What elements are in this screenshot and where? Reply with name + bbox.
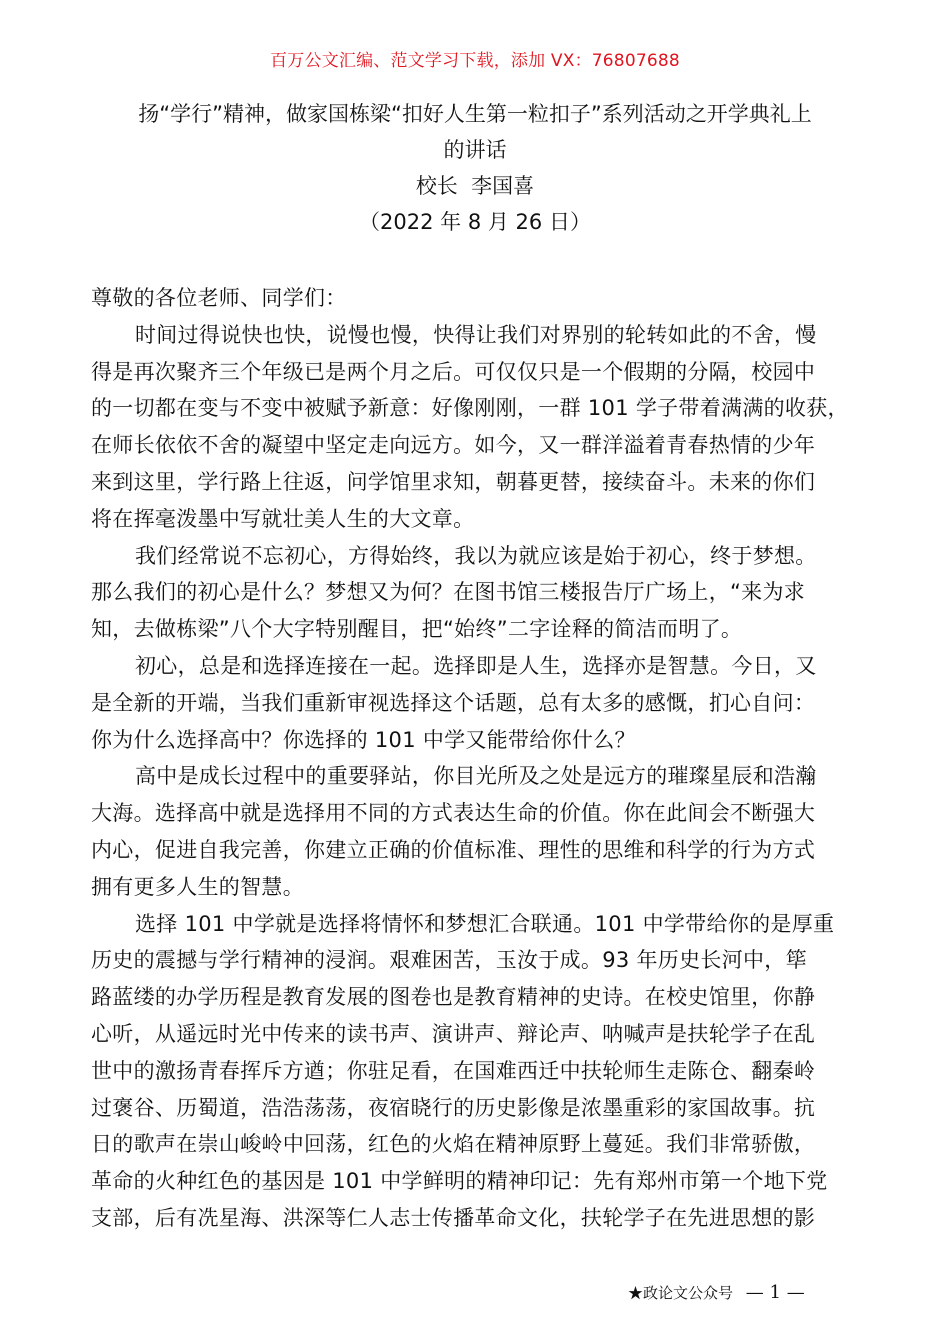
- document-body: [91, 280, 871, 1237]
- body-text-line: 世中的激扬青春挥斥方遒；你驻足看，在国难西迁中扶轮师生走陈仓、翻秦岭: [91, 1058, 816, 1083]
- document-title-line-2: 的讲话: [443, 138, 507, 162]
- body-text-line: 你为什么选择高中？你选择的 101 中学又能带给你什么？: [91, 727, 636, 752]
- body-lines: [91, 317, 871, 1237]
- body-text-line: 选择 101 中学就是选择将情怀和梦想汇合联通。101 中学带给你的是厚重: [135, 911, 835, 936]
- body-text-line: 的一切都在变与不变中被赋予新意：好像刚刚，一群 101 学子带着满满的收获，: [91, 396, 849, 421]
- promo-header-note: 百万公文汇编、范文学习下载，添加 VX：76807688: [270, 51, 680, 71]
- document-title-line-1: 扬“学行”精神，做家国栋梁“扣好人生第一粒扣子”系列活动之开学典礼上: [138, 102, 812, 126]
- body-text-line: 那么我们的初心是什么？梦想又为何？在图书馆三楼报告厅广场上，“来为求: [91, 580, 806, 605]
- body-text-line: 来到这里，学行路上往返，问学馆里求知，朝暮更替，接续奋斗。未来的你们: [91, 469, 816, 494]
- body-text-line: 过褒谷、历蜀道，浩浩荡荡，夜宿晓行的历史影像是浓墨重彩的家国故事。抗: [91, 1095, 816, 1120]
- title-block: [0, 96, 950, 240]
- body-text-line: 革命的火种红色的基因是 101 中学鲜明的精神印记：先有郑州市第一个地下党: [91, 1169, 828, 1194]
- body-text-line: 在师长依依不舍的凝望中坚定走向远方。如今，又一群洋溢着青春热情的少年: [91, 433, 816, 458]
- author-line: 校长 李国喜: [415, 174, 535, 198]
- body-text-line: 支部，后有冼星海、洪深等仁人志士传播革命文化，扶轮学子在先进思想的影: [91, 1205, 816, 1230]
- body-text-line: 得是再次聚齐三个年级已是两个月之后。可仅仅只是一个假期的分隔，校园中: [91, 359, 816, 384]
- body-text-line: 我们经常说不忘初心，方得始终，我以为就应该是始于初心，终于梦想。: [135, 543, 817, 568]
- date-line: （2022 年 8 月 26 日）: [359, 210, 591, 234]
- body-text-line: 内心，促进自我完善，你建立正确的价值标准、理性的思维和科学的行为方式: [91, 837, 816, 862]
- body-text-line: 初心，总是和选择连接在一起。选择即是人生，选择亦是智慧。今日，又: [135, 653, 817, 678]
- footer-source: ★政论文公众号: [628, 1284, 734, 1302]
- body-text-line: 将在挥毫泼墨中写就壮美人生的大文章。: [91, 506, 475, 531]
- body-text-line: 日的歌声在崇山峻岭中回荡，红色的火焰在精神原野上蔓延。我们非常骄傲，: [91, 1132, 816, 1157]
- body-text-line: 知，去做栋梁”八个大字特别醒目，把“始终”二字诠释的简洁而明了。: [91, 617, 743, 642]
- body-text-line: 拥有更多人生的智慧。: [91, 874, 304, 899]
- body-text-line: 路蓝缕的办学历程是教育发展的图卷也是教育精神的史诗。在校史馆里，你静: [91, 985, 816, 1010]
- body-text-line: 高中是成长过程中的重要驿站，你目光所及之处是远方的璀璨星辰和浩瀚: [135, 764, 817, 789]
- page-number: — 1 —: [745, 1282, 805, 1303]
- body-text-line: 心听，从遥远时光中传来的读书声、演讲声、辩论声、呐喊声是扶轮学子在乱: [91, 1021, 816, 1046]
- body-text-line: 是全新的开端，当我们重新审视选择这个话题，总有太多的感慨，扪心自问：: [91, 690, 816, 715]
- body-text-line: 时间过得说快也快，说慢也慢，快得让我们对界别的轮转如此的不舍，慢: [135, 322, 817, 347]
- salutation: 尊敬的各位老师、同学们：: [91, 286, 347, 310]
- body-text-line: 大海。选择高中就是选择用不同的方式表达生命的价值。你在此间会不断强大: [91, 801, 816, 826]
- body-text-line: 历史的震撼与学行精神的浸润。艰难困苦，玉汝于成。93 年历史长河中，筚: [91, 948, 807, 973]
- page-footer: [628, 1282, 805, 1303]
